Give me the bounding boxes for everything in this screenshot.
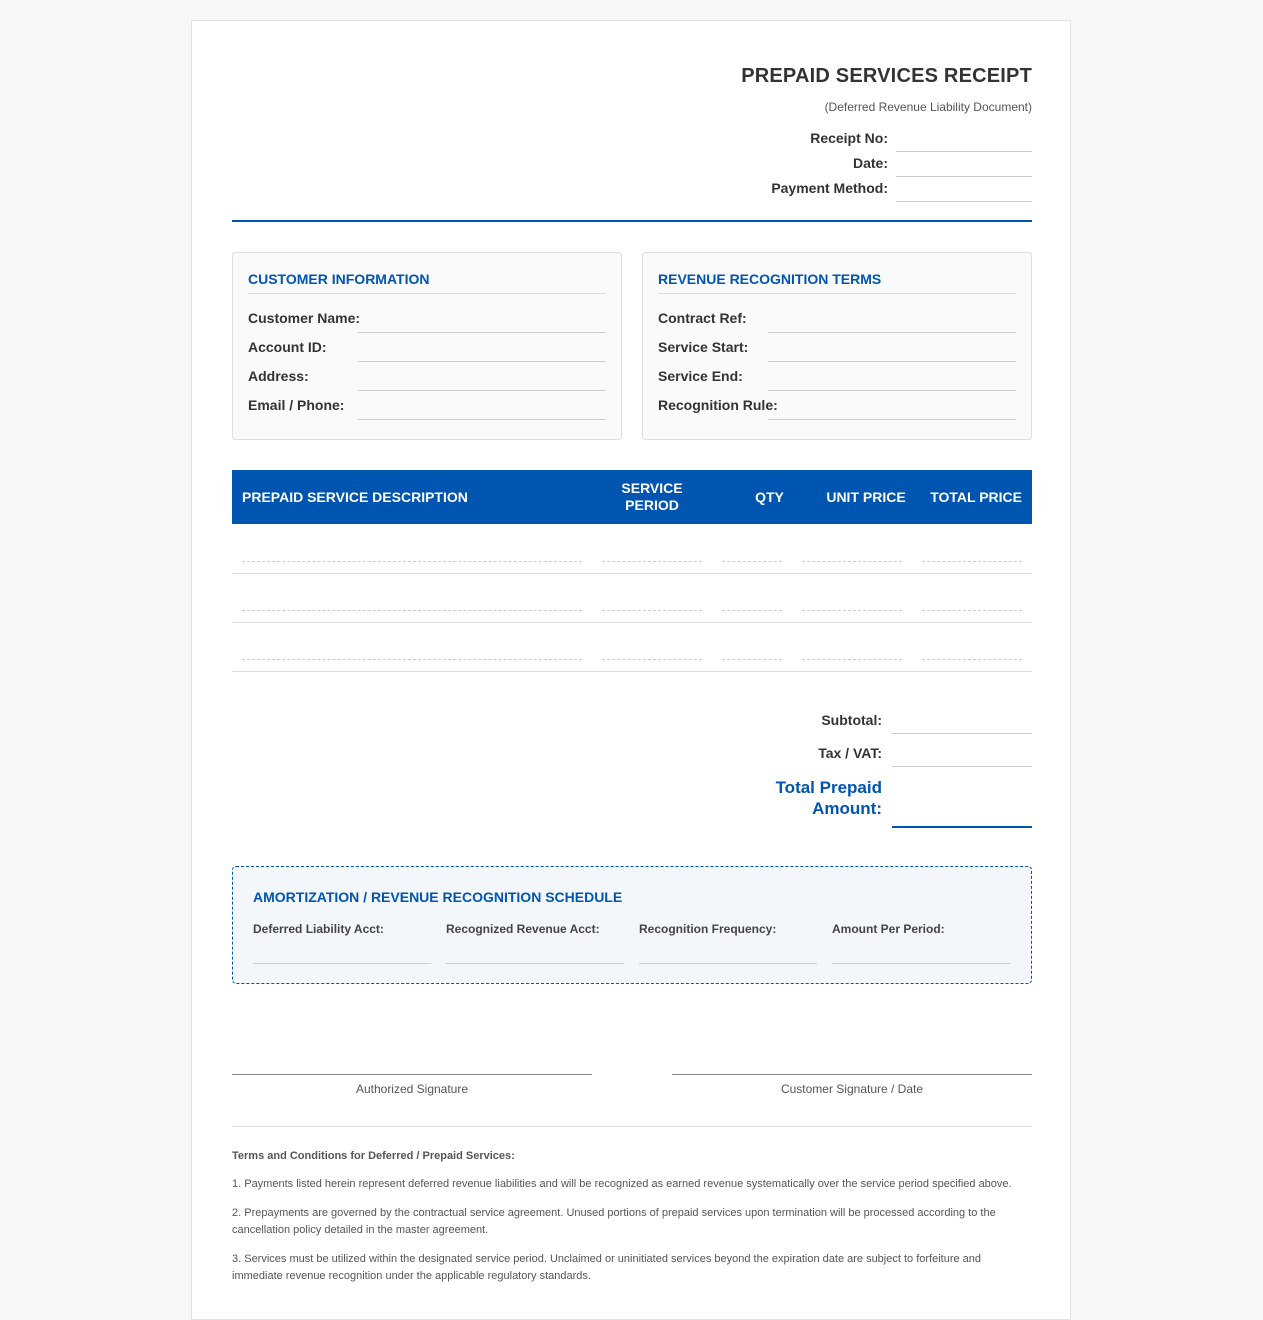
document-subtitle: (Deferred Revenue Liability Document): [824, 100, 1032, 114]
row-qty-field[interactable]: [722, 659, 782, 660]
row-qty-field[interactable]: [722, 561, 782, 562]
subtotal-field[interactable]: [892, 733, 1032, 734]
account-id-field[interactable]: [358, 361, 606, 362]
receipt-no-label: Receipt No:: [810, 130, 888, 146]
subtotal-label: Subtotal:: [821, 712, 882, 728]
customer-signature-line[interactable]: [672, 1074, 1032, 1096]
document-title: PREPAID SERVICES RECEIPT: [741, 65, 1032, 87]
customer-name-row: [248, 305, 606, 329]
address-row: [248, 363, 606, 387]
terms-title: Terms and Conditions for Deferred / Prepaid Services:: [232, 1150, 515, 1162]
service-start-label: Service Start:: [658, 339, 749, 355]
contract-ref-field[interactable]: [768, 332, 1016, 333]
row-description-field[interactable]: [242, 659, 582, 660]
email-phone-row: [248, 392, 606, 416]
col-unit-price-header: UNIT PRICE: [826, 488, 906, 505]
date-label: Date:: [852, 155, 888, 171]
amortization-schedule: [232, 866, 1032, 984]
payment-method-field[interactable]: [896, 181, 1032, 202]
grand-total-field[interactable]: [892, 826, 1032, 828]
tax-label: Tax / VAT:: [818, 745, 882, 761]
col-qty-header: QTY: [755, 488, 784, 505]
recognition-frequency-label: Recognition Frequency:: [639, 922, 777, 936]
col-service-period-header: SERVICE PERIOD: [621, 480, 683, 513]
contract-ref-label: Contract Ref:: [658, 310, 747, 326]
deferred-liability-acct: [253, 922, 431, 964]
schedule-title: AMORTIZATION / REVENUE RECOGNITION SCHEDULE: [253, 889, 623, 905]
table-row: [232, 573, 1032, 623]
row-unit-price-field[interactable]: [802, 561, 902, 562]
service-start-field[interactable]: [768, 361, 1016, 362]
payment-method-row: [732, 176, 1032, 200]
row-qty-field[interactable]: [722, 610, 782, 611]
row-total-price-field[interactable]: [922, 610, 1022, 611]
receipt-no-field[interactable]: [896, 131, 1032, 152]
receipt-page: [191, 20, 1071, 1320]
table-row: [232, 622, 1032, 672]
recognized-revenue-field[interactable]: [446, 963, 624, 964]
recognition-rule-field[interactable]: [768, 419, 1016, 420]
address-label: Address:: [248, 368, 309, 384]
service-end-row: [658, 363, 1016, 387]
terms-divider: [232, 1126, 1032, 1127]
line-items-header: [232, 470, 1032, 524]
recognition-frequency: [639, 922, 817, 964]
recognition-rule-row: [658, 392, 1016, 416]
header-divider: [232, 220, 1032, 222]
customer-signature-label: Customer Signature / Date: [780, 1082, 924, 1096]
terms-item: 3. Services must be utilized within the designated service period. Unclaimed or uninitiated services beyond the expiration date are subject to forfeiture and immediate revenue recognition under the applicable regulatory standards.: [232, 1253, 982, 1282]
service-end-label: Service End:: [658, 368, 743, 384]
amount-per-period-field[interactable]: [832, 963, 1010, 964]
customer-name-field[interactable]: [358, 332, 606, 333]
customer-name-label: Customer Name:: [248, 310, 361, 326]
subtotal-row: [732, 704, 1032, 734]
email-phone-field[interactable]: [358, 419, 606, 420]
email-phone-label: Email / Phone:: [248, 397, 345, 413]
row-total-price-field[interactable]: [922, 659, 1022, 660]
contract-ref-row: [658, 305, 1016, 329]
terms-item: 2. Prepayments are governed by the contractual service agreement. Unused portions of prepaid services upon termination will be processed according to the cancellation policy detailed in the master agreement.: [232, 1207, 996, 1236]
grand-total-row: [732, 775, 1032, 827]
row-unit-price-field[interactable]: [802, 659, 902, 660]
recognized-revenue-acct: [446, 922, 624, 964]
terms-item: 1. Payments listed herein represent deferred revenue liabilities and will be recognized as earned revenue systematically over the service period specified above.: [232, 1178, 1012, 1190]
account-id-label: Account ID:: [248, 339, 327, 355]
address-field[interactable]: [358, 390, 606, 391]
row-unit-price-field[interactable]: [802, 610, 902, 611]
date-row: [732, 151, 1032, 175]
date-field[interactable]: [896, 156, 1032, 177]
revenue-terms-box: [642, 252, 1032, 440]
table-row: [232, 524, 1032, 574]
tax-field[interactable]: [892, 766, 1032, 767]
account-id-row: [248, 334, 606, 358]
authorized-signature-line[interactable]: [232, 1074, 592, 1096]
tax-row: [732, 737, 1032, 767]
service-end-field[interactable]: [768, 390, 1016, 391]
row-service-period-field[interactable]: [602, 610, 702, 611]
col-description-header: PREPAID SERVICE DESCRIPTION: [242, 488, 468, 505]
service-start-row: [658, 334, 1016, 358]
row-service-period-field[interactable]: [602, 659, 702, 660]
grand-total-label: Total Prepaid Amount:: [775, 778, 882, 818]
row-service-period-field[interactable]: [602, 561, 702, 562]
customer-info-title: CUSTOMER INFORMATION: [248, 271, 606, 294]
row-description-field[interactable]: [242, 610, 582, 611]
row-total-price-field[interactable]: [922, 561, 1022, 562]
receipt-no-row: [732, 126, 1032, 150]
recognized-revenue-label: Recognized Revenue Acct:: [446, 922, 600, 936]
revenue-terms-title: REVENUE RECOGNITION TERMS: [658, 271, 1016, 294]
authorized-signature-label: Authorized Signature: [355, 1082, 469, 1096]
col-total-price-header: TOTAL PRICE: [930, 488, 1022, 505]
recognition-rule-label: Recognition Rule:: [658, 397, 778, 413]
payment-method-label: Payment Method:: [771, 180, 888, 196]
recognition-frequency-field[interactable]: [639, 963, 817, 964]
deferred-liability-label: Deferred Liability Acct:: [253, 922, 384, 936]
deferred-liability-field[interactable]: [253, 963, 431, 964]
amount-per-period: [832, 922, 1010, 964]
amount-per-period-label: Amount Per Period:: [832, 922, 945, 936]
row-description-field[interactable]: [242, 561, 582, 562]
customer-info-box: [232, 252, 622, 440]
